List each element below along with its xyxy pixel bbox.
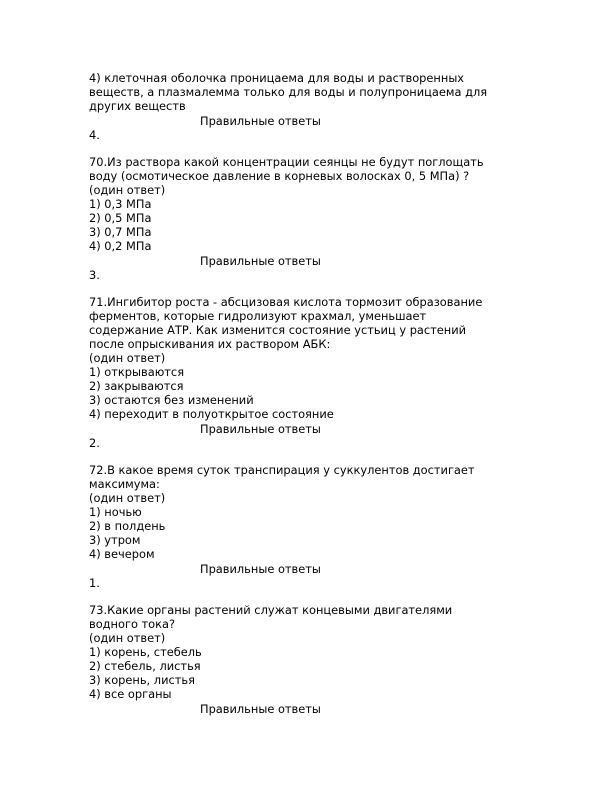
q72-answers-heading: Правильные ответы <box>200 562 321 576</box>
q71-answer: 2. <box>89 436 100 450</box>
q71-option-4: 4) переходит в полуоткрытое состояние <box>89 407 334 421</box>
q69-answers-heading: Правильные ответы <box>200 114 321 128</box>
q70-question-line-1: 70.Из раствора какой концентрации сеянцы не будут поглощать <box>89 155 484 169</box>
q69-option-4-line-3: других веществ <box>89 99 186 113</box>
q73-option-3: 3) корень, листья <box>89 673 195 687</box>
q73-option-1: 1) корень, стебель <box>89 645 202 659</box>
q72-option-2: 2) в полдень <box>89 519 166 533</box>
q72-question-line-1: 72.В какое время суток транспирация у суккулентов достигает <box>89 463 475 477</box>
q73-question-line-2: водного тока? <box>89 617 176 631</box>
q71-option-1: 1) открываются <box>89 365 185 379</box>
q73-question-line-1: 73.Какие органы растений служат концевыми двигателями <box>89 603 453 617</box>
q72-question-line-2: максимума: <box>89 477 160 491</box>
q72-option-4: 4) вечером <box>89 547 155 561</box>
q70-answers-heading: Правильные ответы <box>200 254 321 268</box>
q69-option-4-line-1: 4) клеточная оболочка проницаема для воды и растворенных <box>89 71 465 85</box>
q70-option-2: 2) 0,5 МПа <box>89 211 152 225</box>
q70-option-4: 4) 0,2 МПа <box>89 239 152 253</box>
q70-answer-mode: (один ответ) <box>89 183 166 197</box>
q71-option-2: 2) закрываются <box>89 379 184 393</box>
q71-question-line-2: ферментов, которые гидролизуют крахмал, уменьшает <box>89 309 427 323</box>
q70-option-1: 1) 0,3 МПа <box>89 197 152 211</box>
q71-question-line-4: после опрыскивания их раствором АБК: <box>89 337 331 351</box>
q72-answer: 1. <box>89 576 100 590</box>
q73-answers-heading: Правильные ответы <box>200 702 321 716</box>
q73-answer-mode: (один ответ) <box>89 631 166 645</box>
q71-question-line-3: содержание АТР. Как изменится состояние устьиц у растений <box>89 323 467 337</box>
q71-answer-mode: (один ответ) <box>89 351 166 365</box>
q70-answer: 3. <box>89 268 100 282</box>
q69-answer: 4. <box>89 128 100 142</box>
q69-option-4-line-2: веществ, а плазмалемма только для воды и полупроницаема для <box>89 85 488 99</box>
q70-option-3: 3) 0,7 МПа <box>89 225 152 239</box>
q72-answer-mode: (один ответ) <box>89 491 166 505</box>
q71-option-3: 3) остаются без изменений <box>89 393 254 407</box>
q70-question-line-2: воду (осмотическое давление в корневых волосках 0, 5 МПа) ? <box>89 169 470 183</box>
q71-question-line-1: 71.Ингибитор роста - абсцизовая кислота тормозит образование <box>89 295 483 309</box>
q72-option-1: 1) ночью <box>89 505 142 519</box>
q73-option-4: 4) все органы <box>89 687 172 701</box>
q71-answers-heading: Правильные ответы <box>200 422 321 436</box>
q72-option-3: 3) утром <box>89 533 141 547</box>
q73-option-2: 2) стебель, листья <box>89 659 201 673</box>
